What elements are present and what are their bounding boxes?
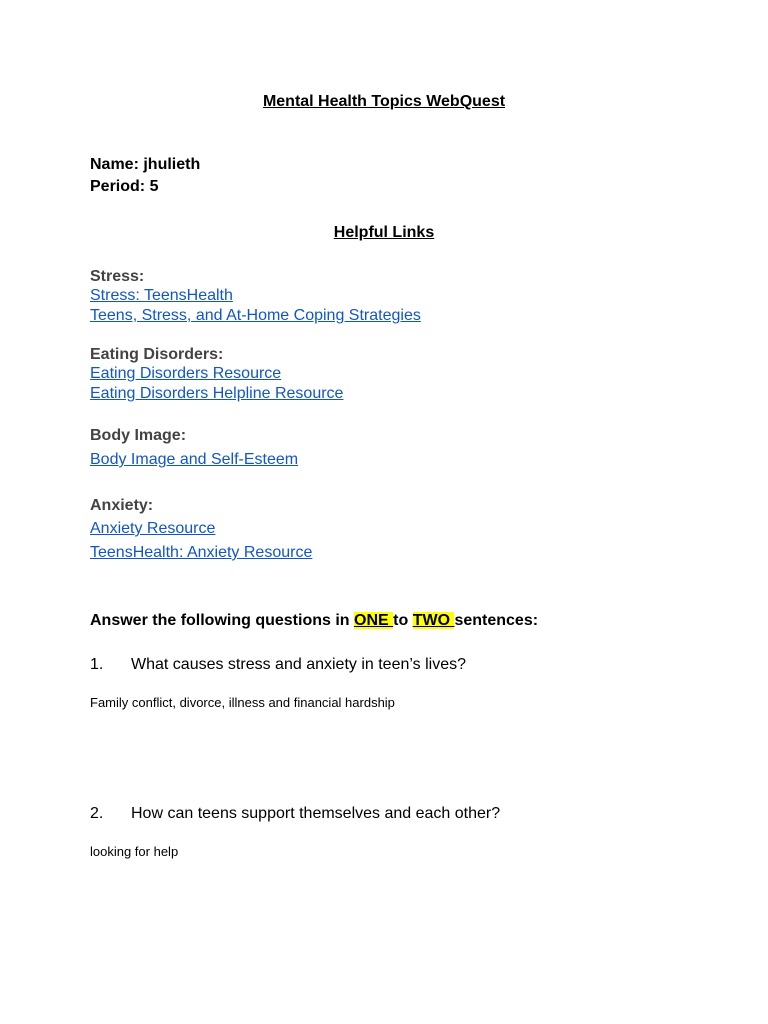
stress-link-coping-strategies[interactable]: Teens, Stress, and At-Home Coping Strategies xyxy=(90,307,421,324)
answer-2: looking for help xyxy=(90,844,179,859)
highlight-two: TWO xyxy=(412,612,455,629)
stress-heading: Stress: xyxy=(90,268,145,285)
instructions-prefix: Answer the following questions in xyxy=(90,612,355,629)
document-title: Mental Health Topics WebQuest xyxy=(262,93,506,110)
eating-disorders-resource-link[interactable]: Eating Disorders Resource xyxy=(90,365,282,382)
body-image-link[interactable]: Body Image and Self-Esteem xyxy=(90,451,299,468)
highlight-one: ONE xyxy=(354,612,394,629)
question-number: 1. xyxy=(90,656,104,673)
question-text: How can teens support themselves and each other? xyxy=(131,805,501,822)
instructions-suffix: sentences: xyxy=(454,612,539,629)
instructions-middle: to xyxy=(393,612,413,629)
eating-disorders-helpline-link[interactable]: Eating Disorders Helpline Resource xyxy=(90,385,344,402)
helpful-links-heading: Helpful Links xyxy=(333,224,435,241)
question-number: 2. xyxy=(90,805,104,822)
instructions xyxy=(90,612,538,630)
teenshealth-anxiety-link[interactable]: TeensHealth: Anxiety Resource xyxy=(90,544,313,561)
question-1 xyxy=(90,656,466,674)
anxiety-resource-link[interactable]: Anxiety Resource xyxy=(90,520,216,537)
anxiety-heading: Anxiety: xyxy=(90,497,154,514)
stress-link-teenshealth[interactable]: Stress: TeensHealth xyxy=(90,287,233,304)
question-text: What causes stress and anxiety in teen’s lives? xyxy=(131,656,466,673)
answer-1: Family conflict, divorce, illness and financial hardship xyxy=(90,695,395,710)
period-line: Period: 5 xyxy=(90,178,159,195)
body-image-heading: Body Image: xyxy=(90,427,187,444)
name-line: Name: jhulieth xyxy=(90,156,201,173)
question-2 xyxy=(90,805,500,823)
eating-disorders-heading: Eating Disorders: xyxy=(90,346,224,363)
